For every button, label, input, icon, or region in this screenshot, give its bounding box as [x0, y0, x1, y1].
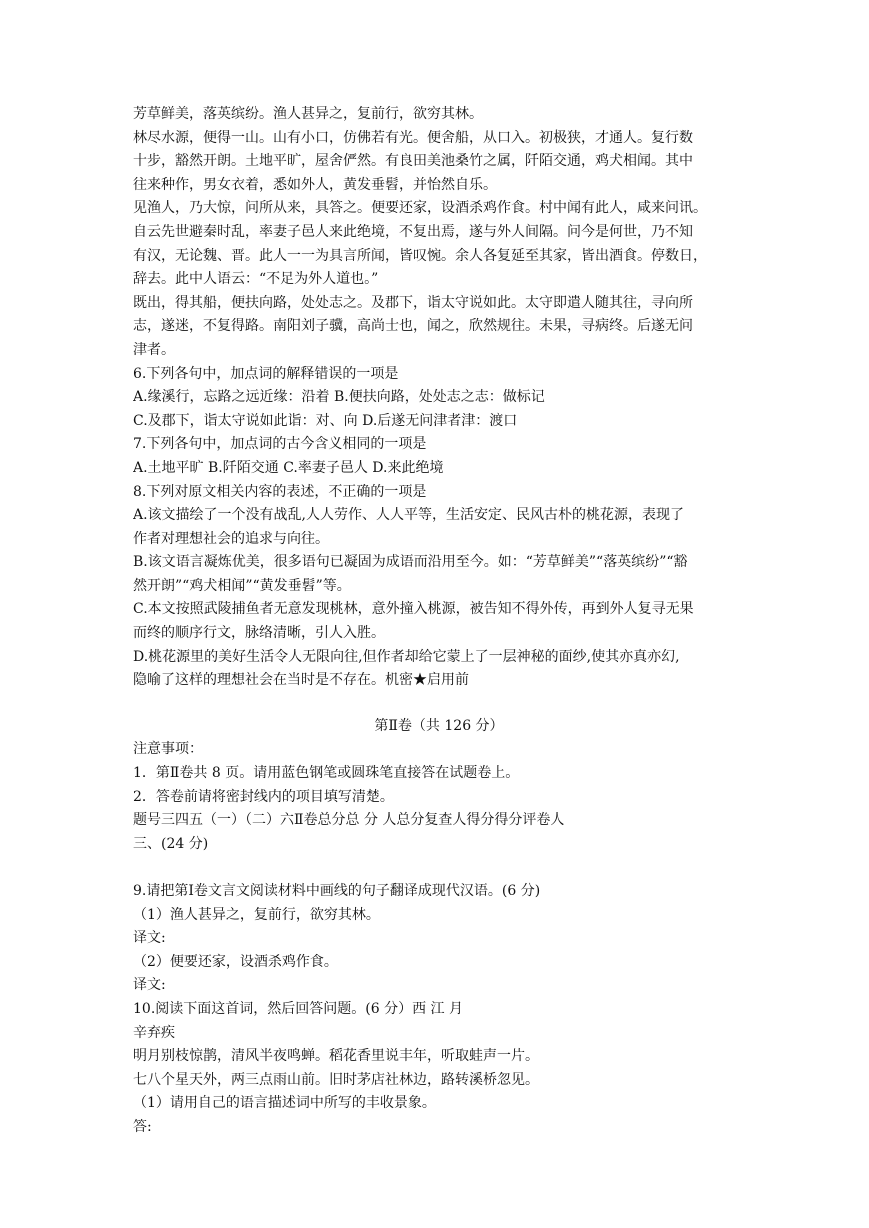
notes-heading: 注意事项： — [133, 741, 203, 758]
option-line: B.该文语言凝炼优美，很多语句已凝固为成语而沿用至今。如：“芳草鲜美”“落英缤纷”“豁 — [133, 554, 688, 571]
passage-line: 有汉，无论魏、晋。此人一一为具言所闻，皆叹惋。余人各复延至其家，皆出酒食。停数日， — [133, 247, 707, 264]
passage-line: 志，遂迷，不复得路。南阳刘子骥，高尚士也，闻之，欣然规往。未果，寻病终。后遂无问 — [133, 318, 693, 335]
passage — [133, 103, 745, 363]
passage-line: 芳草鲜美，落英缤纷。渔人甚异之，复前行，欲穷其林。 — [133, 106, 483, 122]
question-stem: 10.阅读下面这首词，然后回答问题。(6 分）西 江 月 — [133, 1000, 463, 1017]
passage-line: 见渔人，乃大惊，问所从来，具答之。便要还家，设酒杀鸡作食。村中闻有此人，咸来问讯。 — [133, 200, 707, 217]
question-stem: 7.下列各句中，加点词的古今含义相同的一项是 — [133, 436, 427, 453]
exam-page — [133, 103, 745, 1140]
passage-line: 既出，得其船，便扶向路，处处志之。及郡下，诣太守说如此。太守即遣人随其往，寻向所 — [133, 294, 693, 311]
question-10 — [133, 998, 745, 1140]
poem-verse: 明月别枝惊鹊，清风半夜鸣蝉。稻花香里说丰年，听取蛙声一片。 — [133, 1048, 539, 1065]
passage-line: 往来种作，男女衣着，悉如外人，黄发垂髫，并怡然自乐。 — [133, 176, 497, 193]
sub-question: （1）请用自己的语言描述词中所写的丰收景象。 — [133, 1095, 436, 1112]
question-6 — [133, 363, 745, 434]
section-heading: 三、(24 分) — [133, 835, 209, 852]
question-9 — [133, 880, 745, 998]
option-line: 作者对理想社会的追求与向往。 — [133, 530, 329, 547]
question-stem: 8.下列对原文相关内容的表述，不正确的一项是 — [133, 483, 427, 500]
spacer — [133, 856, 745, 880]
option-line: 隐喻了这样的理想社会在当时是不存在。机密★启用前 — [133, 672, 469, 689]
passage-line: 自云先世避秦时乱，率妻子邑人来此绝境，不复出焉，遂与外人间隔。问今是何世，乃不知 — [133, 223, 693, 240]
question-7 — [133, 433, 745, 480]
note-item: 2．答卷前请将密封线内的项目填写清楚。 — [133, 788, 394, 805]
poem-author: 辛弃疾 — [133, 1024, 175, 1041]
passage-line: 辞去。此中人语云：“不足为外人道也。” — [133, 271, 379, 288]
sub-question: （1）渔人甚异之，复前行，欲穷其林。 — [133, 906, 380, 923]
option-line: 然开朗”“鸡犬相闻”“黄发垂髫”等。 — [133, 577, 351, 594]
question-options: C.及郡下，诣太守说如此诣：对、向 D.后遂无问津者津：渡口 — [133, 412, 518, 429]
score-table-row: 题号三四五（一）（二）六Ⅱ卷总分总 分 人总分复查人得分得分评卷人 — [133, 812, 565, 829]
passage-line: 津者。 — [133, 341, 175, 358]
sub-question: （2）便要还家，设酒杀鸡作食。 — [133, 953, 338, 970]
question-options: A.土地平旷 B.阡陌交通 C.率妻子邑人 D.来此绝境 — [133, 459, 444, 476]
option-line: A.该文描绘了一个没有战乱,人人劳作、人人平等，生活安定、民风古朴的桃花源，表现了 — [133, 507, 685, 524]
option-line: C.本文按照武陵捕鱼者无意发现桃林，意外撞入桃源，被告知不得外传，再到外人复寻无果 — [133, 601, 694, 618]
passage-line: 林尽水源，便得一山。山有小口，仿佛若有光。便舍船，从口入。初极狭，才通人。复行数 — [133, 129, 693, 146]
question-stem: 9.请把第Ⅰ卷文言文阅读材料中画线的句子翻译成现代汉语。(6 分) — [133, 883, 541, 899]
answer-label: 译文: — [133, 977, 166, 994]
question-options: A.缘溪行，忘路之远近缘：沿着 B.便扶向路，处处志之志：做标记 — [133, 389, 545, 406]
spacer — [133, 693, 745, 715]
note-item: 1．第Ⅱ卷共 8 页。请用蓝色钢笔或圆珠笔直接答在试题卷上。 — [133, 765, 520, 782]
passage-line: 十步，豁然开朗。土地平旷，屋舍俨然。有良田美池桑竹之属，阡陌交通，鸡犬相闻。其中 — [133, 153, 693, 170]
poem-verse: 七八个星天外，两三点雨山前。旧时茅店社林边，路转溪桥忽见。 — [133, 1071, 539, 1088]
part-title: 第Ⅱ卷（共 126 分） — [374, 717, 504, 734]
option-line: 而终的顺序行文，脉络清晰，引人入胜。 — [133, 625, 385, 642]
question-stem: 6.下列各句中，加点词的解释错误的一项是 — [133, 365, 399, 382]
answer-label: 答: — [133, 1118, 152, 1135]
part-2 — [133, 715, 745, 857]
question-8 — [133, 481, 745, 693]
answer-label: 译文: — [133, 930, 166, 947]
option-line: D.桃花源里的美好生活令人无限向往,但作者却给它蒙上了一层神秘的面纱,使其亦真亦幻, — [133, 648, 680, 665]
